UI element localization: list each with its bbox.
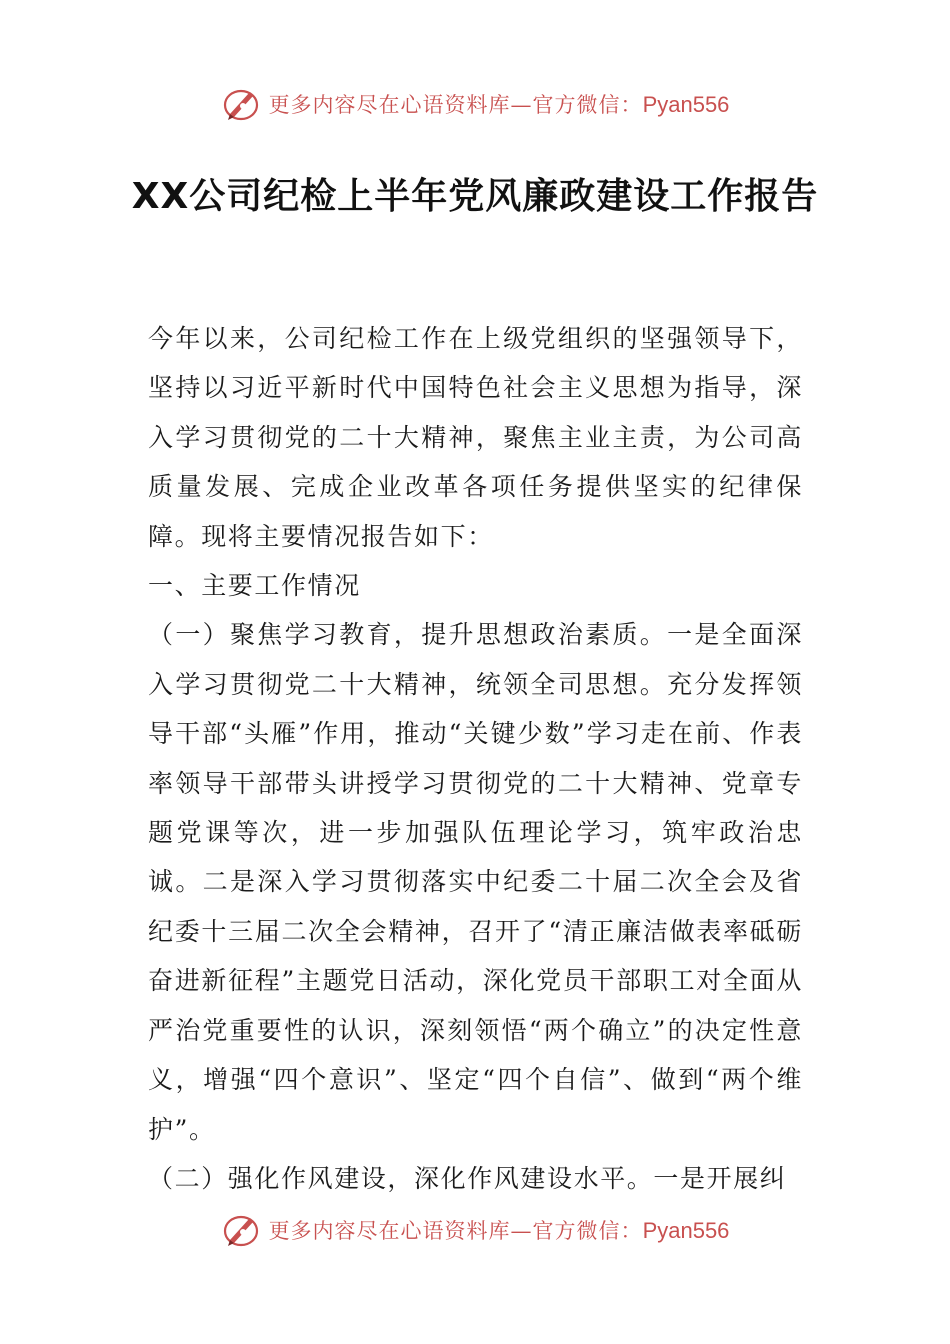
body-paragraph-style: （二）强化作风建设，深化作风建设水平。一是开展纠 bbox=[148, 1163, 787, 1193]
footer-banner bbox=[0, 1206, 950, 1254]
banner-text: 更多内容尽在心语资料库—官方微信：Pyan556 bbox=[268, 92, 730, 117]
document-title: XX公司纪检上半年党风廉政建设工作报告 bbox=[131, 176, 819, 217]
body-paragraph-intro: 今年以来，公司纪检工作在上级党组织的坚强领导下，坚持以习近平新时代中国特色社会主义思想为指导，深入学习贯彻党的二十大精神，聚焦主业主责，为公司高质量发展、完成企业改革各项任务提供坚实的纪律保障。现将主要情况报告如下： bbox=[148, 324, 803, 551]
header-banner bbox=[0, 80, 950, 128]
banner-text: 更多内容尽在心语资料库—官方微信：Pyan556 bbox=[268, 1218, 730, 1243]
pen-logo-icon bbox=[221, 1210, 261, 1250]
pen-logo-icon bbox=[221, 84, 261, 124]
document-body bbox=[148, 314, 803, 1203]
body-paragraph-study: （一）聚焦学习教育，提升思想政治素质。一是全面深入学习贯彻党二十大精神，统领全司思想。充分发挥领导干部“头雁”作用，推动“关键少数”学习走在前、作表率领导干部带头讲授学习贯彻党的二十大精神、党章专题党课等次，进一步加强队伍理论学习，筑牢政治忠诚。二是深入学习贯彻落实中纪委二十届二次全会及省纪委十三届二次全会精神，召开了“清正廉洁做表率砥砺奋进新征程”主题党日活动，深化党员干部职工对全面从严治党重要性的认识，深刻领悟“两个确立”的决定性意义，增强“四个意识”、坚定“四个自信”、做到“两个维护”。 bbox=[148, 620, 803, 1144]
section-heading: 一、主要工作情况 bbox=[148, 571, 361, 601]
